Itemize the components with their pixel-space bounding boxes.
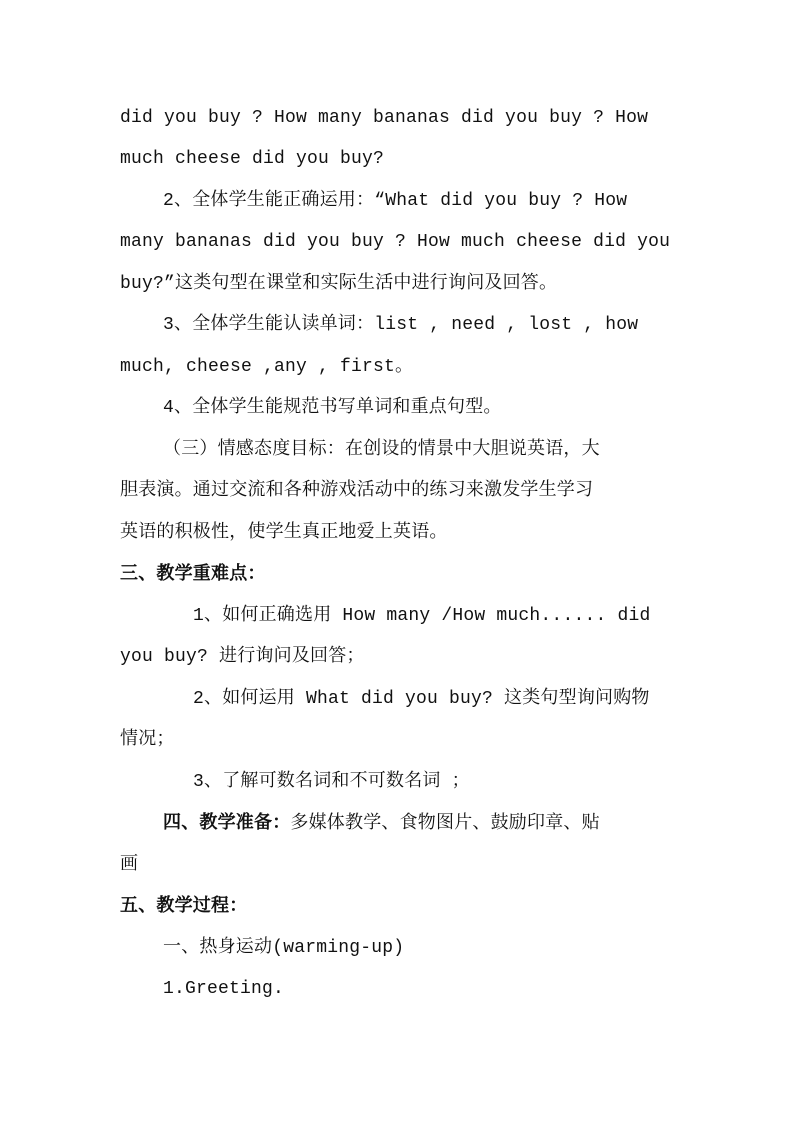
- text-line: 2、全体学生能正确运用：“What did you buy ? How: [163, 191, 628, 211]
- text-line: 2、如何运用 What did you buy? 这类句型询问购物: [193, 689, 650, 709]
- text-line: 情况；: [120, 730, 175, 750]
- text-line: you buy? 进行询问及回答；: [120, 647, 365, 667]
- section-heading: [163, 811, 723, 835]
- text-line: 3、全体学生能认读单词：list , need , lost , how: [163, 315, 639, 335]
- text-line: much cheese did you buy?: [120, 149, 385, 169]
- section-heading: 五、教学过程：: [120, 895, 248, 916]
- text-line: did you buy ? How many bananas did you buy ? How: [120, 108, 649, 128]
- text-line: 1.Greeting.: [163, 979, 285, 999]
- text-line: 画: [120, 855, 139, 875]
- text-line: 一、热身运动(warming-up): [163, 938, 405, 958]
- text-line: 多媒体教学、食物图片、鼓励印章、贴: [290, 812, 600, 833]
- text-line: 英语的积极性，使学生真正地爱上英语。: [120, 523, 448, 543]
- section-heading: 三、教学重难点：: [120, 563, 266, 584]
- text-line: （三）情感态度目标：在创设的情景中大胆说英语，大: [163, 440, 600, 460]
- text-line: buy?”这类句型在课堂和实际生活中进行询问及回答。: [120, 274, 558, 294]
- text-line: 3、了解可数名词和不可数名词 ；: [193, 772, 470, 792]
- text-line: many bananas did you buy ? How much cheese did you: [120, 232, 671, 252]
- text-line: 1、如何正确选用 How many /How much...... did: [193, 606, 651, 626]
- text-line: 胆表演。通过交流和各种游戏活动中的练习来激发学生学习: [120, 481, 594, 501]
- section-heading-label: 四、教学准备：: [163, 812, 291, 833]
- text-line: much, cheese ,any , first。: [120, 357, 414, 377]
- text-line: 4、全体学生能规范书写单词和重点句型。: [163, 398, 502, 418]
